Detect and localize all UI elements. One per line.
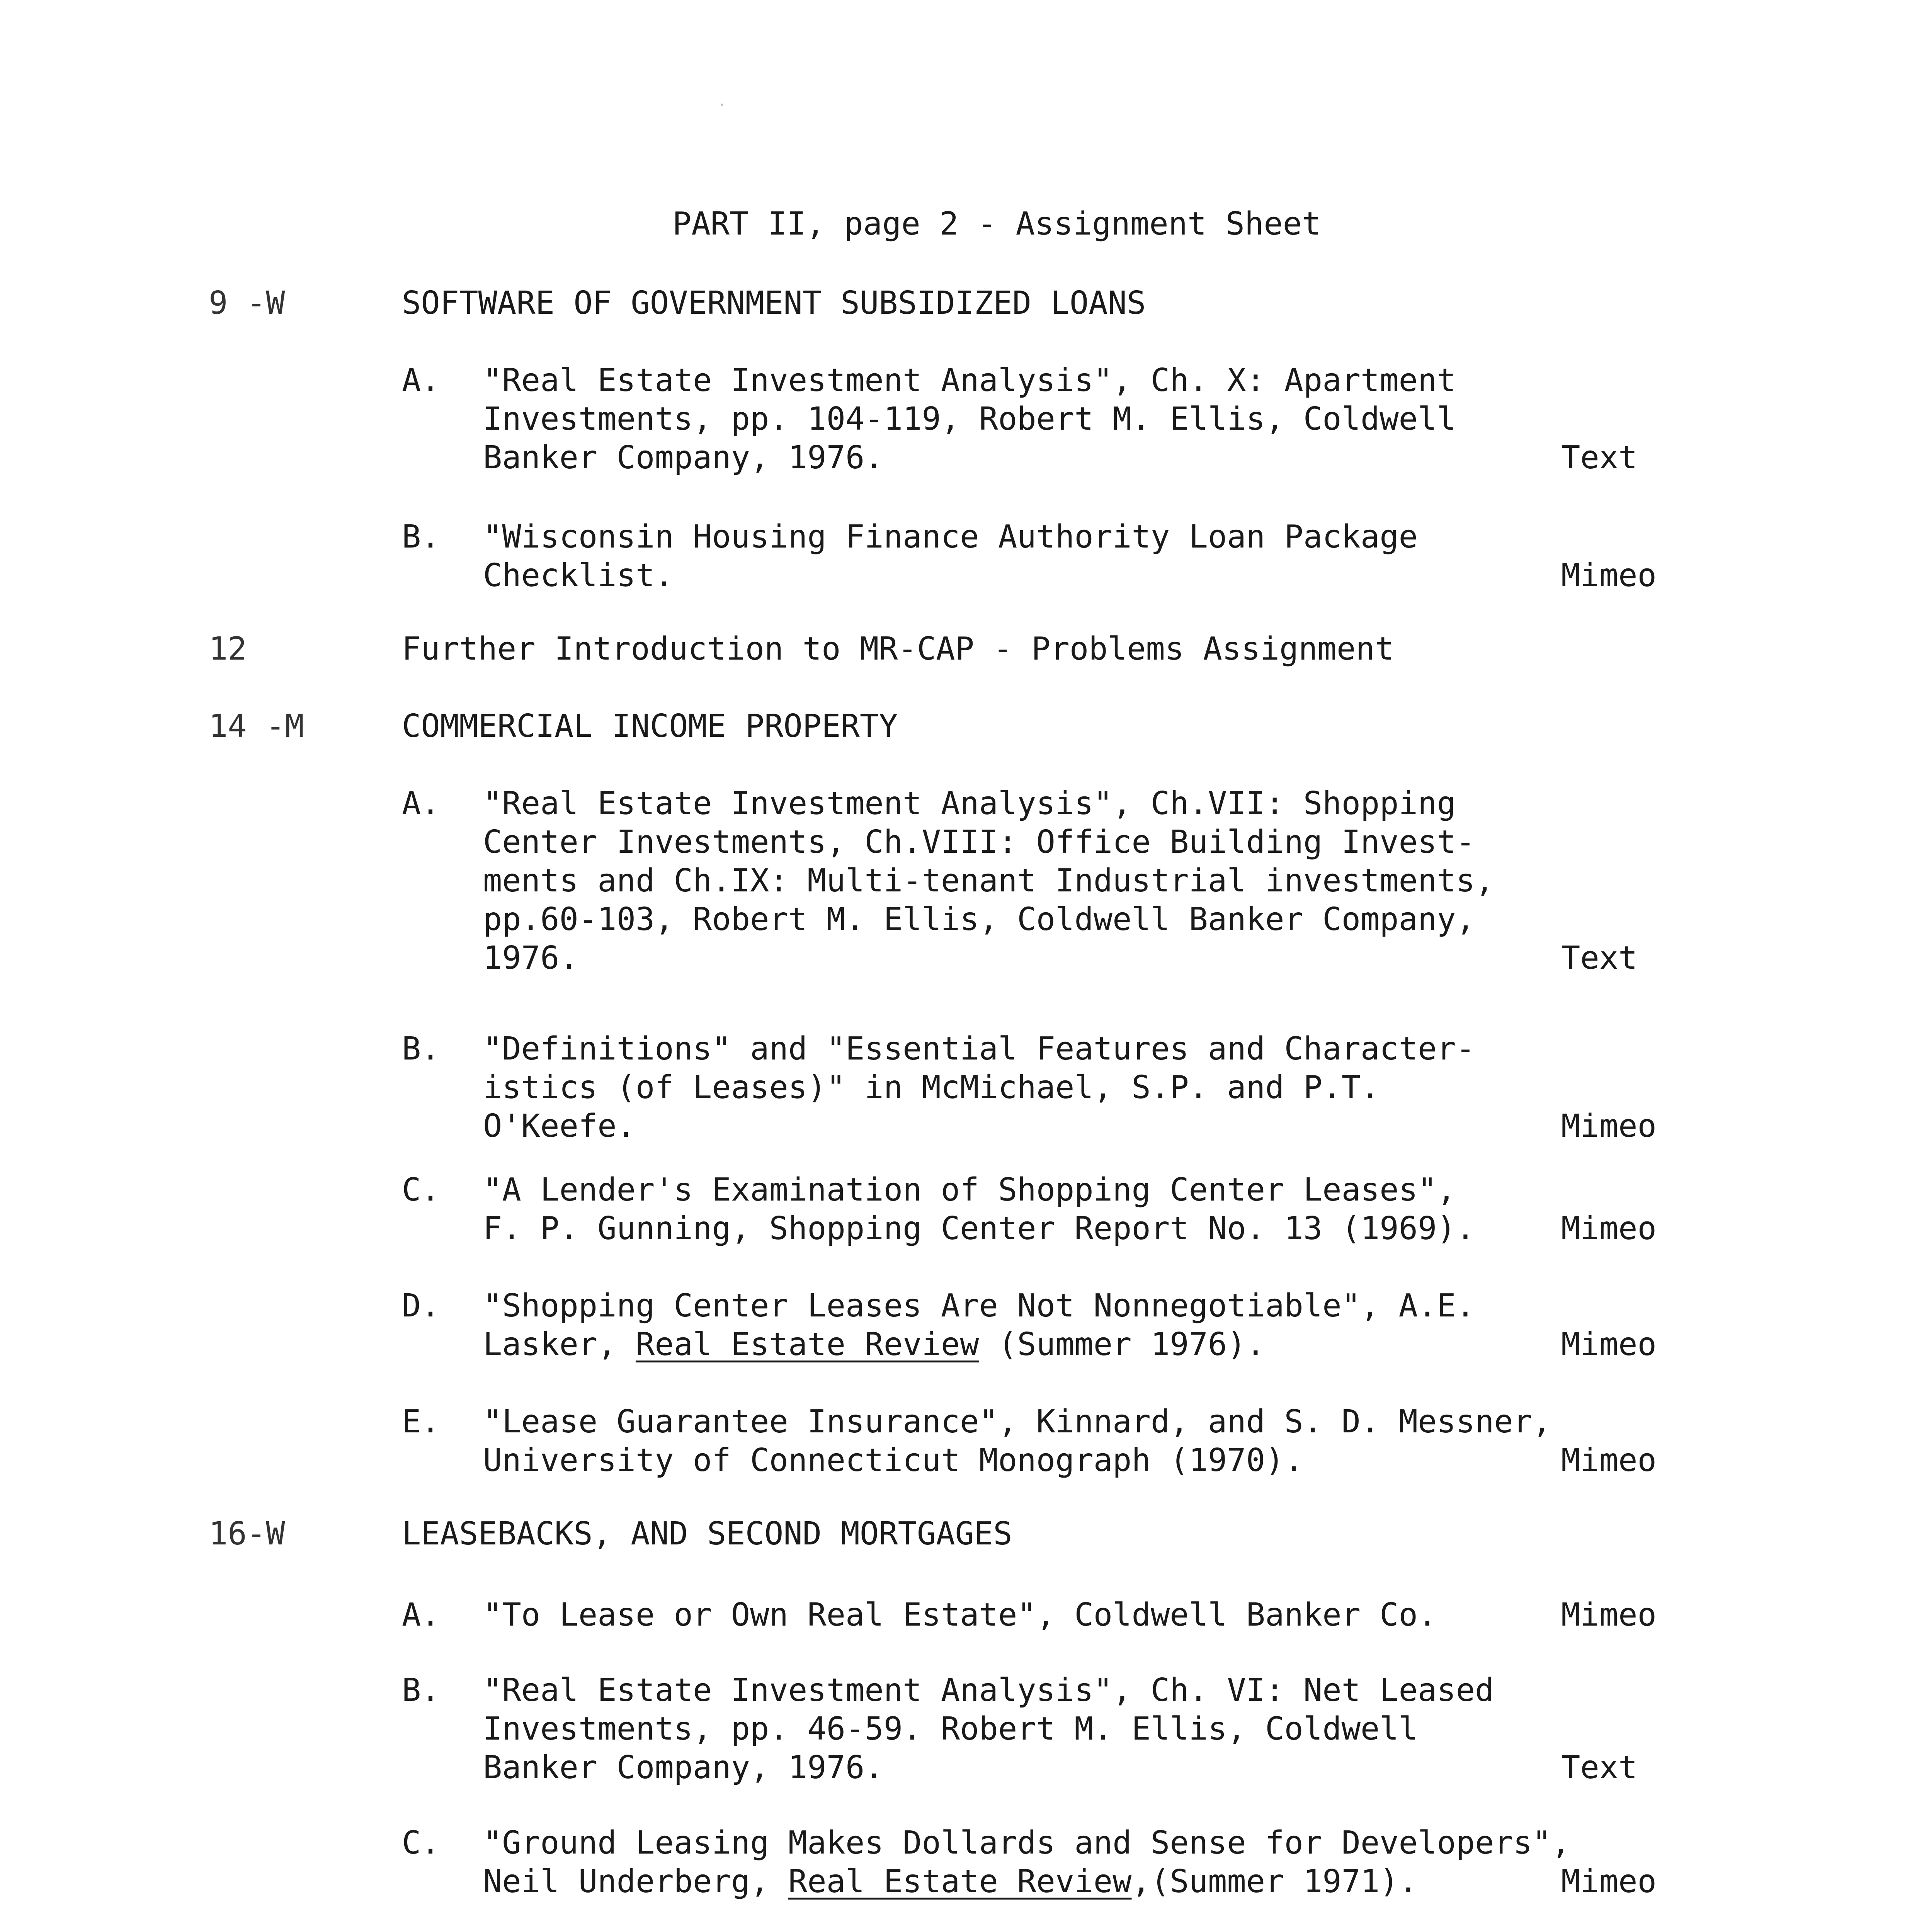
citation-line: "Real Estate Investment Analysis", Ch. X: Apartment <box>483 362 1456 399</box>
citation-line: ments and Ch.IX: Multi-tenant Industrial investments, <box>483 862 1494 899</box>
entry-letter: B. <box>402 519 440 555</box>
entry-letter: B. <box>402 1672 440 1709</box>
entry-citation <box>483 1824 1642 1901</box>
entry-source-type: Mimeo <box>1561 1210 1657 1247</box>
entry-citation <box>483 1596 1642 1634</box>
section-heading: SOFTWARE OF GOVERNMENT SUBSIDIZED LOANS <box>402 285 1146 321</box>
entry-source-type: Mimeo <box>1561 1597 1657 1633</box>
citation-line: "Shopping Center Leases Are Not Nonnegotiable", A.E. <box>483 1287 1475 1324</box>
citation-line: O'Keefe. <box>483 1108 636 1145</box>
citation-line: "Real Estate Investment Analysis", Ch.VII: Shopping <box>483 785 1456 822</box>
page-title: PART II, page 2 - Assignment Sheet <box>672 206 1321 242</box>
citation-line: Checklist. <box>483 557 674 594</box>
citation-line: istics (of Leases)" in McMichael, S.P. and P.T. <box>483 1069 1380 1106</box>
citation-line: University of Connecticut Monograph (1970). <box>483 1442 1303 1479</box>
citation-line: Investments, pp. 104-119, Robert M. Ellis, Coldwell <box>483 401 1456 437</box>
session-date: 16-W <box>209 1515 285 1552</box>
entry-source-type: Mimeo <box>1561 557 1657 594</box>
citation-line: "To Lease or Own Real Estate", Coldwell Banker Co. <box>483 1597 1437 1633</box>
entry-source-type: Mimeo <box>1561 1863 1657 1900</box>
underlined-title: Real Estate Review <box>635 1326 979 1363</box>
citation-line: 1976. <box>483 940 578 976</box>
entry-letter: C. <box>402 1172 440 1208</box>
citation-line: Lasker, Real Estate Review (Summer 1976). <box>483 1326 1266 1363</box>
entry-letter: D. <box>402 1287 440 1324</box>
scan-speck <box>721 104 723 106</box>
entry-source-type: Text <box>1561 940 1638 976</box>
entry-source-type: Text <box>1561 1749 1638 1786</box>
citation-line: pp.60-103, Robert M. Ellis, Coldwell Banker Company, <box>483 901 1475 938</box>
entry-citation <box>483 784 1642 978</box>
entry-citation <box>483 1403 1642 1480</box>
entry-citation <box>483 1030 1642 1146</box>
citation-line: Banker Company, 1976. <box>483 439 884 476</box>
session-date: 9 -W <box>209 285 285 321</box>
entry-letter: E. <box>402 1403 440 1440</box>
entry-letter: A. <box>402 1597 440 1633</box>
entry-letter: A. <box>402 362 440 399</box>
citation-line: "Ground Leasing Makes Dollards and Sense for Developers", <box>483 1825 1570 1861</box>
entry-source-type: Mimeo <box>1561 1442 1657 1479</box>
entry-citation <box>483 1671 1642 1787</box>
session-date: 12 <box>209 631 247 667</box>
entry-source-type: Mimeo <box>1561 1108 1657 1145</box>
entry-citation <box>483 1171 1642 1248</box>
citation-line: F. P. Gunning, Shopping Center Report No. 13 (1969). <box>483 1210 1475 1247</box>
entry-letter: A. <box>402 785 440 822</box>
citation-line: Investments, pp. 46-59. Robert M. Ellis, Coldwell <box>483 1711 1418 1747</box>
citation-line: Banker Company, 1976. <box>483 1749 884 1786</box>
entry-citation <box>483 361 1642 477</box>
citation-line: "Definitions" and "Essential Features and Character- <box>483 1031 1475 1067</box>
citation-line: "A Lender's Examination of Shopping Center Leases", <box>483 1172 1456 1208</box>
citation-line: "Wisconsin Housing Finance Authority Loan Package <box>483 519 1418 555</box>
citation-line: "Lease Guarantee Insurance", Kinnard, and S. D. Messner, <box>483 1403 1551 1440</box>
entry-source-type: Text <box>1561 439 1638 476</box>
entry-citation <box>483 1287 1642 1364</box>
underlined-title: Real Estate Review <box>788 1863 1132 1900</box>
entry-letter: B. <box>402 1031 440 1067</box>
section-heading: LEASEBACKS, AND SECOND MORTGAGES <box>402 1515 1012 1552</box>
citation-line: Center Investments, Ch.VIII: Office Building Invest- <box>483 824 1475 861</box>
entry-letter: C. <box>402 1825 440 1861</box>
section-heading: Further Introduction to MR-CAP - Problems Assignment <box>402 631 1394 667</box>
citation-line: "Real Estate Investment Analysis", Ch. VI: Net Leased <box>483 1672 1494 1709</box>
session-date: 14 -M <box>209 708 304 745</box>
entry-source-type: Mimeo <box>1561 1326 1657 1363</box>
citation-line: Neil Underberg, Real Estate Review,(Summer 1971). <box>483 1863 1418 1900</box>
section-heading: COMMERCIAL INCOME PROPERTY <box>402 708 898 745</box>
entry-citation <box>483 518 1642 595</box>
